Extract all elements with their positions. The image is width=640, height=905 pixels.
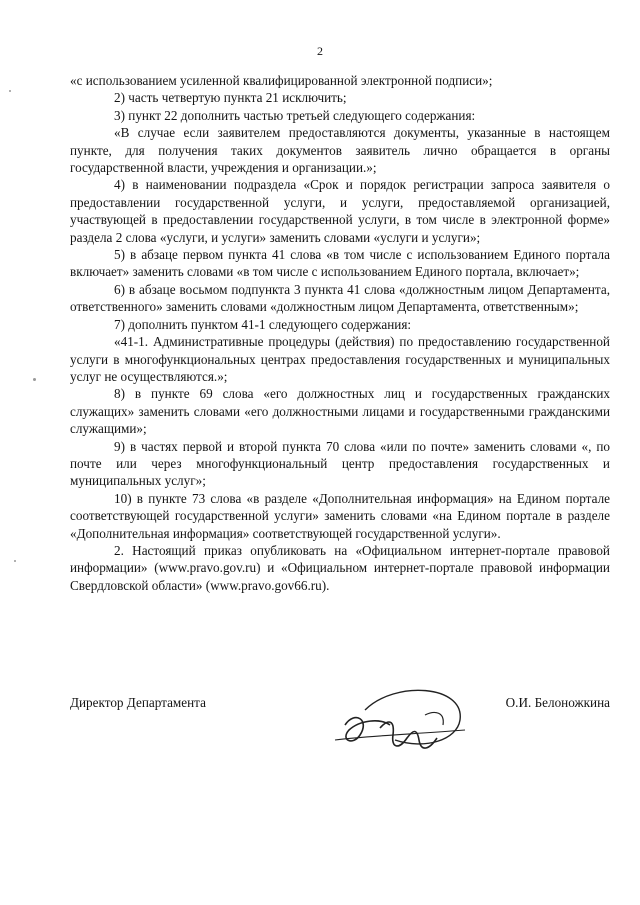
paragraph: 6) в абзаце восьмом подпункта 3 пункта 41 слова «должностным лицом Департамента, ответственного» заменить словами «должностным лицом Департамента, ответственным»;: [70, 281, 610, 315]
document-body: [70, 72, 610, 594]
paragraph: 3) пункт 22 дополнить частью третьей следующего содержания:: [114, 107, 476, 123]
paragraph: 2) часть четвертую пункта 21 исключить;: [114, 90, 347, 106]
signatory-position: Директор Департамента: [70, 695, 206, 710]
signatory-name: О.И. Белоножкина: [505, 695, 610, 710]
paragraph: «В случае если заявителем предоставляются документы, указанные в настоящем пункте, для получения таких документов заявитель лично обращается в органы государственной власти, учреждения и организации.»;: [70, 125, 610, 176]
paragraph: 8) в пункте 69 слова «его должностных лиц и государственных гражданских служащих» заменить словами «его должностными лицами и государственными гражданскими служащими»;: [70, 386, 610, 437]
paragraph: 9) в частях первой и второй пункта 70 слова «или по почте» заменить словами «, по почте или через многофункциональный центр предоставления государственных и муниципальных услуг»;: [70, 438, 610, 489]
paragraph: 2. Настоящий приказ опубликовать на «Официальном интернет-портале правовой информации» (www.pravo.gov.ru) и «Официальном интернет-портале правовой информации Свердловской области» (www.pravo.gov66.ru).: [70, 542, 610, 593]
scan-speck: [14, 560, 16, 562]
scan-speck: [33, 378, 36, 381]
paragraph: 10) в пункте 73 слова «в разделе «Дополнительная информация» на Едином портале соответствующей государственной услуги» заменить словами «на Едином портале в разделе «Дополнительная информация» соответствующей государственной услуги».: [70, 490, 610, 541]
handwritten-signature: [325, 680, 475, 770]
paragraph: 7) дополнить пунктом 41-1 следующего содержания:: [114, 316, 412, 332]
paragraph: «41-1. Административные процедуры (действия) по предоставлению государственной услуги в многофункциональных центрах предоставления государственных и муниципальных услуг не осуществляются.»;: [70, 334, 610, 384]
scan-speck: [9, 90, 11, 92]
paragraph: 4) в наименовании подраздела «Срок и порядок регистрации запроса заявителя о предоставлении государственной услуги, и услуги, предоставляемой организацией, участвующей в предоставлении государственной услуги, в том числе в электронной форме» раздела 2 слова «услуги, и услуги» заменить словами «услуги и услуги»;: [70, 177, 610, 245]
page-number: 2: [317, 44, 323, 58]
paragraph: «с использованием усиленной квалифицированной электронной подписи»;: [70, 73, 493, 88]
paragraph: 5) в абзаце первом пункта 41 слова «в том числе с использованием Единого портала включает» заменить словами «в том числе с использованием Единого портала, включает»;: [70, 247, 610, 280]
